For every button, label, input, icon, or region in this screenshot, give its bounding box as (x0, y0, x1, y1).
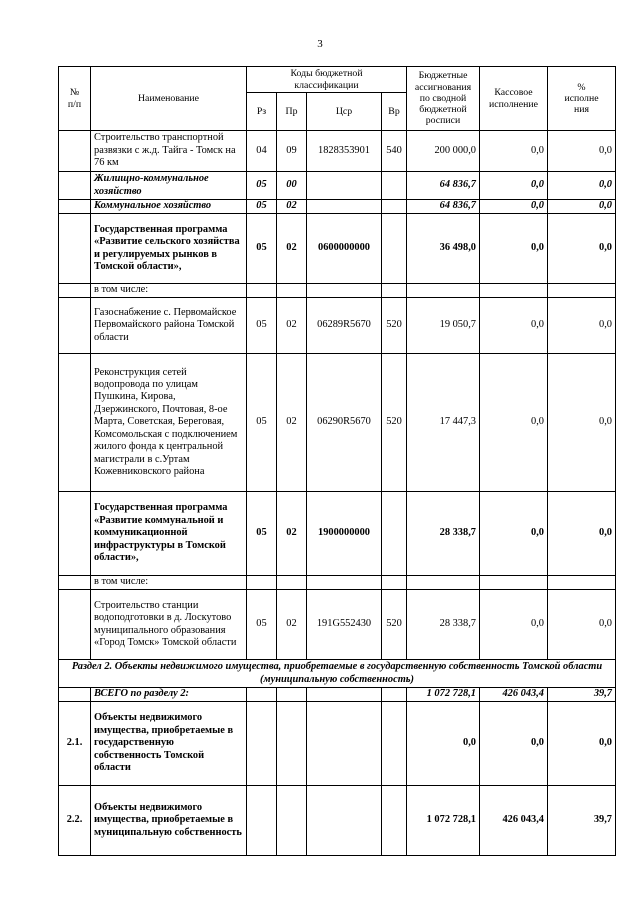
row-num: 2.2. (59, 786, 91, 856)
row-pct: 0,0 (548, 354, 616, 492)
table-row (59, 590, 616, 660)
row-cash: 0,0 (480, 298, 548, 354)
row-name: Государственная программа «Развитие сельского хозяйства и регулируемых рынков в Томской области», (91, 214, 247, 284)
row-budget: 19 050,7 (407, 298, 480, 354)
row-num (59, 284, 91, 298)
row-vr: 520 (382, 590, 407, 660)
row-cash: 426 043,4 (480, 786, 548, 856)
row-csr: 1900000000 (307, 492, 382, 576)
row-rz: 04 (247, 131, 277, 172)
row-num (59, 298, 91, 354)
table-row (59, 298, 616, 354)
row-pr: 02 (277, 590, 307, 660)
table-row (59, 576, 616, 590)
row-name: в том числе: (91, 284, 247, 298)
row-budget: 28 338,7 (407, 590, 480, 660)
row-name: Объекты недвижимого имущества, приобретаемые в государственную собственность Томской области (91, 702, 247, 786)
row-num (59, 200, 91, 214)
row-pr: 02 (277, 200, 307, 214)
row-num (59, 576, 91, 590)
row-pct: 0,0 (548, 172, 616, 200)
row-num: 2.1. (59, 702, 91, 786)
total-cash: 426 043,4 (480, 688, 548, 702)
total-label: ВСЕГО по разделу 2: (91, 688, 247, 702)
row-budget: 1 072 728,1 (407, 786, 480, 856)
row-name: Реконструкция сетей водопровода по улицам Пушкина, Кирова, Дзержинского, Почтовая, 8-ое Марта, Советская, Береговая, Комсомольская с подключением жилого фонда к центральной магистрали в с.Уртам Кожевниковского района (91, 354, 247, 492)
header-cash: Кассовое исполнение (480, 67, 548, 131)
row-rz: 05 (247, 172, 277, 200)
table-row (59, 131, 616, 172)
section-total-row (59, 688, 616, 702)
row-csr: 0600000000 (307, 214, 382, 284)
header-budget: Бюджетные ассигнования по сводной бюджетной росписи (407, 67, 480, 131)
row-csr (307, 172, 382, 200)
row-vr (382, 492, 407, 576)
row-num (59, 214, 91, 284)
row-vr (382, 214, 407, 284)
row-vr: 540 (382, 131, 407, 172)
row-cash: 0,0 (480, 172, 548, 200)
table-row (59, 702, 616, 786)
row-name: Газоснабжение с. Первомайское Первомайского района Томской области (91, 298, 247, 354)
row-name: в том числе: (91, 576, 247, 590)
section-title: Раздел 2. Объекты недвижимого имущества, приобретаемые в государственную собственность Томской области (муниципальную собственность) (59, 660, 616, 688)
header-name: Наименование (91, 67, 247, 131)
row-pr: 02 (277, 298, 307, 354)
header-codes: Коды бюджетной классификации (247, 67, 407, 93)
header-num: № п/п (59, 67, 91, 131)
table-row (59, 200, 616, 214)
row-cash: 0,0 (480, 200, 548, 214)
row-pct: 0,0 (548, 131, 616, 172)
row-name: Жилищно-коммунальное хозяйство (91, 172, 247, 200)
row-budget: 17 447,3 (407, 354, 480, 492)
row-cash: 0,0 (480, 590, 548, 660)
page-number: 3 (317, 38, 323, 50)
row-csr (307, 200, 382, 214)
row-pct: 0,0 (548, 200, 616, 214)
row-rz: 05 (247, 214, 277, 284)
table-row (59, 354, 616, 492)
budget-table (58, 66, 616, 856)
header-csr: Цср (307, 93, 382, 131)
row-num (59, 492, 91, 576)
row-name: Коммунальное хозяйство (91, 200, 247, 214)
row-rz: 05 (247, 590, 277, 660)
row-pr: 02 (277, 492, 307, 576)
header-vr: Вр (382, 93, 407, 131)
row-pr: 02 (277, 214, 307, 284)
row-vr: 520 (382, 354, 407, 492)
row-cash: 0,0 (480, 702, 548, 786)
row-budget: 0,0 (407, 702, 480, 786)
header-pr: Пр (277, 93, 307, 131)
row-pct: 0,0 (548, 702, 616, 786)
header-pct: % исполне ния (548, 67, 616, 131)
row-rz: 05 (247, 200, 277, 214)
row-cash: 0,0 (480, 214, 548, 284)
row-csr: 1828353901 (307, 131, 382, 172)
row-rz: 05 (247, 492, 277, 576)
total-pct: 39,7 (548, 688, 616, 702)
row-budget: 36 498,0 (407, 214, 480, 284)
row-pct: 0,0 (548, 298, 616, 354)
row-cash: 0,0 (480, 131, 548, 172)
row-rz: 05 (247, 298, 277, 354)
total-budget: 1 072 728,1 (407, 688, 480, 702)
row-name: Объекты недвижимого имущества, приобретаемые в муниципальную собственность (91, 786, 247, 856)
row-budget: 28 338,7 (407, 492, 480, 576)
row-csr: 06289R5670 (307, 298, 382, 354)
row-vr (382, 200, 407, 214)
row-cash: 0,0 (480, 492, 548, 576)
row-csr: 06290R5670 (307, 354, 382, 492)
row-cash: 0,0 (480, 354, 548, 492)
table-row (59, 492, 616, 576)
table-row (59, 172, 616, 200)
row-pct: 0,0 (548, 214, 616, 284)
row-name: Строительство станции водоподготовки в д. Лоскутово муниципального образования «Город Томск» Томской области (91, 590, 247, 660)
header-row (59, 67, 616, 93)
row-pr: 00 (277, 172, 307, 200)
row-name: Государственная программа «Развитие коммунальной и коммуникационной инфраструктуры в Томской области», (91, 492, 247, 576)
table-row (59, 214, 616, 284)
row-pr: 02 (277, 354, 307, 492)
row-csr: 191G552430 (307, 590, 382, 660)
row-vr (382, 172, 407, 200)
row-pct: 0,0 (548, 492, 616, 576)
row-pct: 39,7 (548, 786, 616, 856)
table-row (59, 786, 616, 856)
row-budget: 64 836,7 (407, 172, 480, 200)
row-name: Строительство транспортной развязки с ж.д. Тайга - Томск на 76 км (91, 131, 247, 172)
row-pct: 0,0 (548, 590, 616, 660)
row-rz: 05 (247, 354, 277, 492)
row-num (59, 172, 91, 200)
row-budget: 200 000,0 (407, 131, 480, 172)
table-row (59, 284, 616, 298)
row-budget: 64 836,7 (407, 200, 480, 214)
row-num (59, 131, 91, 172)
header-rz: Рз (247, 93, 277, 131)
row-vr: 520 (382, 298, 407, 354)
row-pr: 09 (277, 131, 307, 172)
section-title-row (59, 660, 616, 688)
row-num (59, 354, 91, 492)
row-num (59, 590, 91, 660)
